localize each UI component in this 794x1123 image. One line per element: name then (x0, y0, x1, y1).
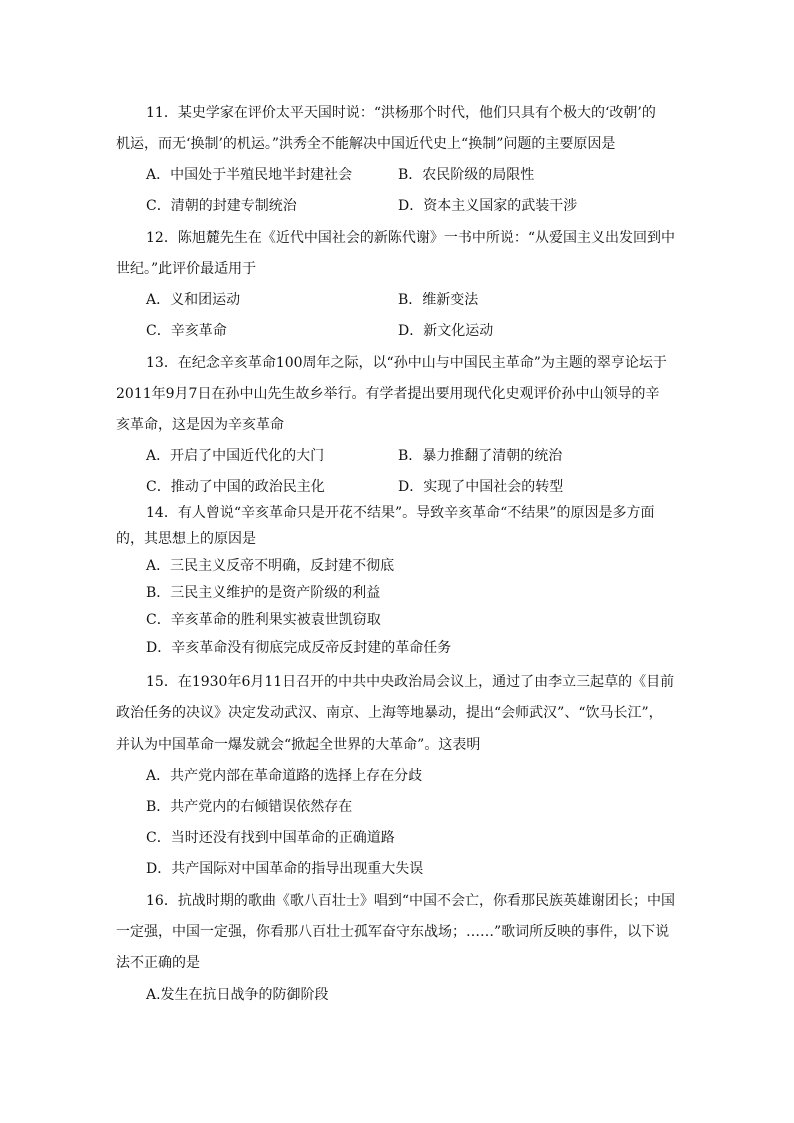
q16-stem-line-2: 一定强，中国一定强，你看那八百壮士孤军奋守东战场；……”歌词所反映的事件，以下说 (116, 924, 670, 940)
q15-option-d: D．共产国际对中国革命的指导出现重大失误 (146, 861, 424, 877)
q13-option-c: C．推动了中国的政治民主化 (146, 479, 325, 495)
q15-stem-line-2: 政治任务的决议》决定发动武汉、南京、上海等地暴动，提出“会师武汉”、“饮马长江”， (116, 705, 663, 721)
q14-option-a: A．三民主义反帝不明确，反封建不彻底 (146, 558, 395, 574)
q13-stem-line-2: 2011年9月7日在孙中山先生故乡举行。有学者提出要用现代化史观评价孙中山领导的辛 (116, 386, 660, 402)
q15-option-c: C．当时还没有找到中国革命的正确道路 (146, 830, 395, 846)
q12-option-a: A．义和团运动 (146, 292, 241, 308)
q15-stem-line-1: 15．在1930年6月11日召开的中共中央政治局会议上，通过了由李立三起草的《目前 (146, 674, 675, 690)
q14-stem-line-1: 14．有人曾说“辛亥革命只是开花不结果”。导致辛亥革命“不结果”的原因是多方面 (146, 505, 655, 521)
q15-option-b: B．共产党内的右倾错误依然存在 (146, 799, 353, 815)
q14-stem-line-2: 的，其思想上的原因是 (116, 531, 256, 547)
q11-stem-line-2: 机运，而无‘换制’的机运。”洪秀全不能解决中国近代史上“换制”问题的主要原因是 (116, 136, 616, 152)
q14-option-d: D．辛亥革命没有彻底完成反帝反封建的革命任务 (146, 640, 452, 656)
q11-option-b: B．农民阶级的局限性 (398, 167, 535, 183)
q13-option-b: B．暴力推翻了清朝的统治 (398, 448, 563, 464)
q13-stem-line-1: 13．在纪念辛亥革命100周年之际，以“孙中山与中国民主革命”为主题的翠亨论坛于 (146, 355, 667, 371)
q12-stem-line-1: 12．陈旭麓先生在《近代中国社会的新陈代谢》一书中所说：“从爱国主义出发回到中 (146, 230, 675, 246)
q12-stem-line-2: 世纪。”此评价最适用于 (116, 261, 257, 277)
q14-option-b: B．三民主义维护的是资产阶级的利益 (146, 585, 381, 601)
q13-option-a: A．开启了中国近代化的大门 (146, 448, 325, 464)
q12-option-d: D．新文化运动 (398, 323, 494, 339)
q13-option-d: D．实现了中国社会的转型 (398, 479, 564, 495)
q12-option-b: B．维新变法 (398, 292, 479, 308)
q15-option-a: A．共产党内部在革命道路的选择上存在分歧 (146, 768, 423, 784)
q11-option-a: A．中国处于半殖民地半封建社会 (146, 167, 353, 183)
q11-stem-line-1: 11．某史学家在评价太平天国时说：“洪杨那个时代，他们只具有个极大的‘改朝’的 (146, 105, 656, 121)
q16-option-a: A.发生在抗日战争的防御阶段 (146, 987, 329, 1003)
q11-option-c: C．清朝的封建专制统治 (146, 198, 297, 214)
q15-stem-line-3: 并认为中国革命一爆发就会“掀起全世界的大革命”。这表明 (116, 737, 481, 753)
q14-option-c: C．辛亥革命的胜利果实被袁世凯窃取 (146, 612, 381, 628)
q13-stem-line-3: 亥革命，这是因为辛亥革命 (116, 417, 284, 433)
q11-option-d: D．资本主义国家的武装干涉 (398, 198, 578, 214)
q16-stem-line-1: 16．抗战时期的歌曲《歌八百壮士》唱到“中国不会亡，你看那民族英雄谢团长；中国 (146, 893, 675, 909)
q12-option-c: C．辛亥革命 (146, 323, 227, 339)
q16-stem-line-3: 法不正确的是 (116, 955, 200, 971)
